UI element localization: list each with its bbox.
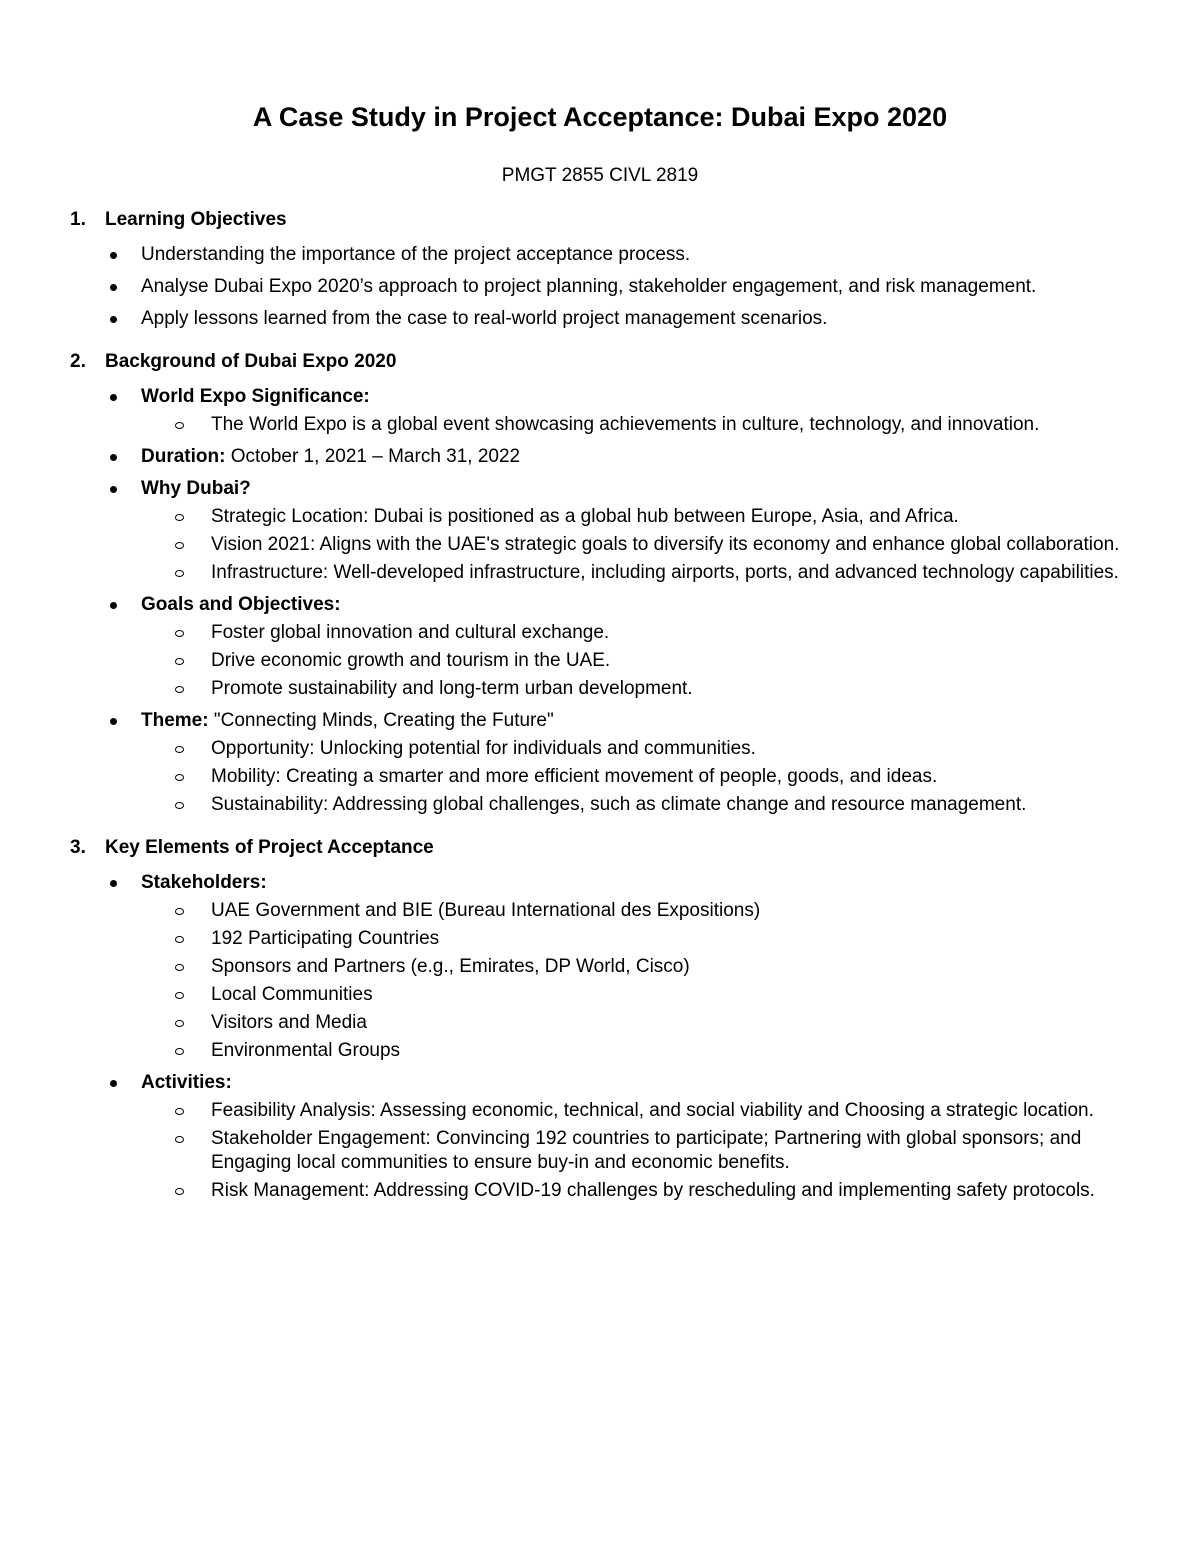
- section-heading: [0, 349, 1200, 375]
- bullet-item: [141, 445, 1131, 469]
- sub-bullet-item: Drive economic growth and tourism in the UAE.: [211, 649, 1131, 673]
- bullet-item: [141, 871, 1131, 895]
- bullet-text: Analyse Dubai Expo 2020’s approach to project planning, stakeholder engagement, and risk management.: [141, 276, 1037, 297]
- sub-bullet-item: Sustainability: Addressing global challenges, such as climate change and resource management.: [211, 793, 1131, 817]
- section-title: Learning Objectives: [105, 209, 287, 230]
- sub-bullet-item: 192 Participating Countries: [211, 927, 1131, 951]
- bullet-label: Why Dubai?: [141, 478, 251, 499]
- bullet-item: [141, 243, 1131, 267]
- bullet-label: Theme:: [141, 710, 209, 731]
- bullet-item: [141, 275, 1131, 299]
- section-title: Background of Dubai Expo 2020: [105, 351, 397, 372]
- bullet-text: October 1, 2021 – March 31, 2022: [225, 446, 521, 467]
- sub-bullet-item: Opportunity: Unlocking potential for individuals and communities.: [211, 737, 1131, 761]
- bullet-text: "Connecting Minds, Creating the Future": [208, 710, 554, 731]
- sub-bullet-item: UAE Government and BIE (Bureau International des Expositions): [211, 899, 1131, 923]
- bullet-text: Apply lessons learned from the case to real-world project management scenarios.: [141, 308, 828, 329]
- sub-bullet-item: Mobility: Creating a smarter and more efficient movement of people, goods, and ideas.: [211, 765, 1131, 789]
- sub-bullet-item: Risk Management: Addressing COVID-19 challenges by rescheduling and implementing safety protocols.: [211, 1179, 1131, 1203]
- bullet-label: Activities:: [141, 1072, 232, 1093]
- bullet-label: World Expo Significance:: [141, 386, 370, 407]
- section-number: 2.: [70, 351, 86, 372]
- bullet-item: [141, 1071, 1131, 1095]
- section-heading: [0, 207, 1200, 233]
- section-background: [0, 349, 1200, 817]
- section-learning-objectives: [0, 207, 1200, 331]
- course-codes: PMGT 2855 CIVL 2819: [501, 165, 699, 186]
- section-key-elements: [0, 835, 1200, 1203]
- sub-bullet-item: Stakeholder Engagement: Convincing 192 countries to participate; Partnering with global sponsors; and Engaging local communities to ensure buy-in and economic benefits.: [211, 1127, 1131, 1175]
- sub-bullet-item: Sponsors and Partners (e.g., Emirates, DP World, Cisco): [211, 955, 1131, 979]
- section-number: 3.: [70, 837, 86, 858]
- sub-bullet-item: Promote sustainability and long-term urban development.: [211, 677, 1131, 701]
- document-body: [0, 207, 1200, 1203]
- bullet-item: [141, 709, 1131, 733]
- section-title: Key Elements of Project Acceptance: [105, 837, 434, 858]
- document-title: A Case Study in Project Acceptance: Dubai Expo 2020: [252, 102, 948, 132]
- sub-bullet-item: The World Expo is a global event showcasing achievements in culture, technology, and innovation.: [211, 413, 1131, 437]
- section-heading: [0, 835, 1200, 861]
- sub-bullet-item: Vision 2021: Aligns with the UAE's strategic goals to diversify its economy and enhance global collaboration.: [211, 533, 1131, 557]
- bullet-item: [141, 385, 1131, 409]
- bullet-item: [141, 307, 1131, 331]
- bullet-text: Understanding the importance of the project acceptance process.: [141, 244, 691, 265]
- sub-bullet-item: Environmental Groups: [211, 1039, 1131, 1063]
- bullet-label: Duration:: [141, 446, 226, 467]
- bullet-label: Stakeholders:: [141, 872, 267, 893]
- bullet-label: Goals and Objectives:: [141, 594, 341, 615]
- sub-bullet-item: Feasibility Analysis: Assessing economic, technical, and social viability and Choosing a strategic location.: [211, 1099, 1131, 1123]
- bullet-item: [141, 477, 1131, 501]
- section-number: 1.: [70, 209, 86, 230]
- sub-bullet-item: Foster global innovation and cultural exchange.: [211, 621, 1131, 645]
- sub-bullet-item: Visitors and Media: [211, 1011, 1131, 1035]
- bullet-item: [141, 593, 1131, 617]
- sub-bullet-item: Strategic Location: Dubai is positioned as a global hub between Europe, Asia, and Africa.: [211, 505, 1131, 529]
- sub-bullet-item: Local Communities: [211, 983, 1131, 1007]
- sub-bullet-item: Infrastructure: Well-developed infrastructure, including airports, ports, and advanced technology capabilities.: [211, 561, 1131, 585]
